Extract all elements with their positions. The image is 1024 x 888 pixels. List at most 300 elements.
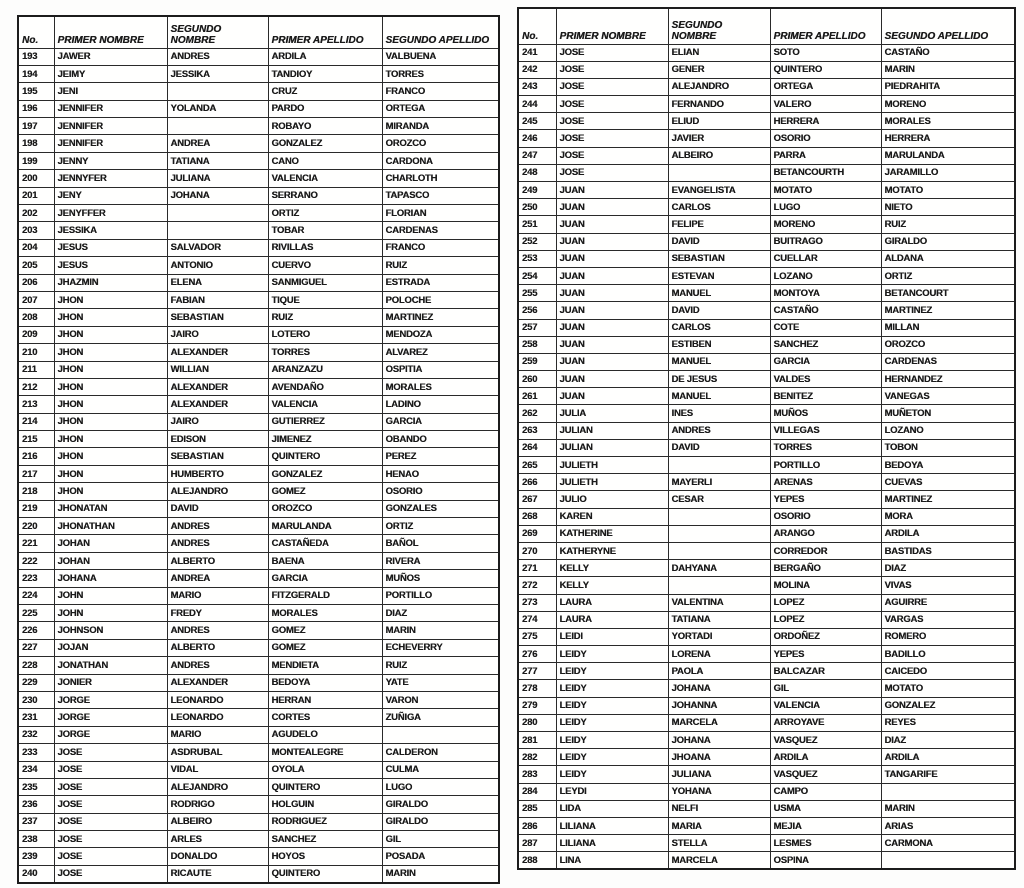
name-cell: LEIDY [556, 680, 668, 697]
name-cell: JAVIER [668, 130, 770, 147]
name-cell: ARIAS [881, 817, 1015, 834]
name-cell: LOZANO [881, 422, 1015, 439]
name-cell: JHONATAN [54, 500, 167, 517]
name-cell: JHONATHAN [54, 518, 167, 535]
row-number-cell: 257 [518, 319, 556, 336]
name-cell: JESSIKA [167, 65, 268, 82]
column-header: PRIMER NOMBRE [556, 8, 668, 44]
name-cell: FLORIAN [382, 205, 499, 222]
name-cell: JESUS [54, 239, 167, 256]
table-body [18, 48, 499, 883]
name-cell: ELENA [167, 274, 268, 291]
table-row [18, 326, 499, 343]
name-cell: GIL [382, 831, 499, 848]
row-number-cell: 210 [18, 344, 54, 361]
name-cell: MENDIETA [268, 657, 382, 674]
name-cell: ARENAS [770, 474, 881, 491]
table-row [518, 96, 1015, 113]
name-cell: JULIANA [668, 766, 770, 783]
name-cell: SERRANO [268, 187, 382, 204]
table-row [18, 674, 499, 691]
name-cell: JHON [54, 396, 167, 413]
name-cell: OSORIO [382, 483, 499, 500]
name-cell: JULIANA [167, 170, 268, 187]
name-cell: JUAN [556, 319, 668, 336]
name-cell: REYES [881, 714, 1015, 731]
table-row [18, 709, 499, 726]
name-cell: MARIO [167, 587, 268, 604]
name-cell: JULIETH [556, 457, 668, 474]
name-cell: SANMIGUEL [268, 274, 382, 291]
name-cell: MORALES [881, 113, 1015, 130]
table-row [518, 267, 1015, 284]
row-number-cell: 277 [518, 663, 556, 680]
row-number-cell: 242 [518, 61, 556, 78]
name-cell: WILLIAN [167, 361, 268, 378]
row-number-cell: 231 [18, 709, 54, 726]
name-cell: DAVID [167, 500, 268, 517]
name-cell: OROZCO [268, 500, 382, 517]
name-cell: JOHANA [668, 732, 770, 749]
row-number-cell: 269 [518, 525, 556, 542]
name-cell: DIAZ [881, 560, 1015, 577]
table-row [518, 611, 1015, 628]
table-row [518, 250, 1015, 267]
name-cell: ALEJANDRO [668, 78, 770, 95]
column-header: PRIMER NOMBRE [54, 16, 167, 48]
name-cell: JHOANA [668, 749, 770, 766]
name-cell: ANDRES [167, 518, 268, 535]
name-cell [668, 164, 770, 181]
name-cell: SANCHEZ [770, 336, 881, 353]
name-cell: JENNIFER [54, 118, 167, 135]
table-row [518, 525, 1015, 542]
row-number-cell: 234 [18, 761, 54, 778]
name-cell: TORRES [770, 439, 881, 456]
row-number-cell: 230 [18, 691, 54, 708]
table-row [518, 680, 1015, 697]
name-cell: LIDA [556, 800, 668, 817]
name-cell: JUAN [556, 199, 668, 216]
name-cell: ALEXANDER [167, 344, 268, 361]
table-row [18, 291, 499, 308]
table-row [18, 170, 499, 187]
name-cell: MORA [881, 508, 1015, 525]
name-cell: ARDILA [881, 525, 1015, 542]
row-number-cell: 211 [18, 361, 54, 378]
name-cell: QUINTERO [268, 865, 382, 882]
name-cell: CALDERON [382, 744, 499, 761]
name-cell [668, 525, 770, 542]
name-cell [167, 83, 268, 100]
name-cell: GARCIA [770, 353, 881, 370]
name-cell: LEIDY [556, 766, 668, 783]
table-row [18, 413, 499, 430]
name-cell: JOSE [556, 147, 668, 164]
name-cell: SALVADOR [167, 239, 268, 256]
table-row [518, 285, 1015, 302]
name-cell: CUEVAS [881, 474, 1015, 491]
name-cell: MARULANDA [268, 518, 382, 535]
name-cell: LEONARDO [167, 709, 268, 726]
table-row [518, 749, 1015, 766]
table-body [518, 44, 1015, 869]
name-cell: QUINTERO [268, 448, 382, 465]
row-number-cell: 207 [18, 291, 54, 308]
table-header [518, 8, 1015, 44]
row-number-cell: 221 [18, 535, 54, 552]
name-cell: MORALES [268, 605, 382, 622]
row-number-cell: 225 [18, 605, 54, 622]
row-number-cell: 267 [518, 491, 556, 508]
table-row [18, 274, 499, 291]
row-number-cell: 279 [518, 697, 556, 714]
name-cell: CARLOS [668, 199, 770, 216]
row-number-cell: 209 [18, 326, 54, 343]
row-number-cell: 272 [518, 577, 556, 594]
row-number-cell: 214 [18, 413, 54, 430]
name-cell: ALDANA [881, 250, 1015, 267]
name-cell: ANDRES [167, 535, 268, 552]
table-row [18, 257, 499, 274]
table-row [18, 205, 499, 222]
row-number-cell: 241 [518, 44, 556, 61]
name-cell: JHON [54, 344, 167, 361]
table-header [18, 16, 499, 48]
name-cell: JUAN [556, 250, 668, 267]
name-cell: TOBAR [268, 222, 382, 239]
name-cell: DIAZ [881, 732, 1015, 749]
name-cell: JUAN [556, 336, 668, 353]
name-cell: ALVAREZ [382, 344, 499, 361]
row-number-cell: 201 [18, 187, 54, 204]
table-row [18, 552, 499, 569]
name-cell: FABIAN [167, 291, 268, 308]
name-cell: JENNYFER [54, 170, 167, 187]
name-cell: JHON [54, 361, 167, 378]
name-cell: MORALES [382, 378, 499, 395]
column-header: SEGUNDO APELLIDO [382, 16, 499, 48]
row-number-cell: 200 [18, 170, 54, 187]
roster-table-left [17, 15, 500, 884]
name-cell: JOHANNA [668, 697, 770, 714]
name-cell: CUERVO [268, 257, 382, 274]
name-cell: JENNIFER [54, 100, 167, 117]
name-cell: DAVID [668, 302, 770, 319]
name-cell: HERRERA [881, 130, 1015, 147]
name-cell: RUIZ [382, 257, 499, 274]
name-cell: JHON [54, 413, 167, 430]
name-cell: JOHANA [167, 187, 268, 204]
name-cell: JESSIKA [54, 222, 167, 239]
name-cell: JUAN [556, 353, 668, 370]
name-cell: PORTILLO [770, 457, 881, 474]
name-cell: JHON [54, 291, 167, 308]
name-cell: LEIDY [556, 697, 668, 714]
row-number-cell: 195 [18, 83, 54, 100]
row-number-cell: 226 [18, 622, 54, 639]
name-cell: TORRES [382, 65, 499, 82]
name-cell: JUAN [556, 267, 668, 284]
table-row [18, 657, 499, 674]
name-cell: GARCIA [268, 570, 382, 587]
row-number-cell: 261 [518, 388, 556, 405]
name-cell: CAMPO [770, 783, 881, 800]
table-row [518, 457, 1015, 474]
name-cell: AVENDAÑO [268, 378, 382, 395]
name-cell: JAIRO [167, 413, 268, 430]
name-cell: AGUIRRE [881, 594, 1015, 611]
name-cell: KATHERINE [556, 525, 668, 542]
row-number-cell: 268 [518, 508, 556, 525]
name-cell [382, 726, 499, 743]
table-row [518, 302, 1015, 319]
table-row [518, 817, 1015, 834]
name-cell: ARROYAVE [770, 714, 881, 731]
name-cell: LOTERO [268, 326, 382, 343]
name-cell [668, 542, 770, 559]
name-cell: ORTEGA [382, 100, 499, 117]
name-cell: ORTIZ [268, 205, 382, 222]
row-number-cell: 271 [518, 560, 556, 577]
name-cell: JOSE [556, 96, 668, 113]
name-cell: KATHERYNE [556, 542, 668, 559]
table-row [18, 448, 499, 465]
name-cell: BERGAÑO [770, 560, 881, 577]
name-cell: FELIPE [668, 216, 770, 233]
row-number-cell: 199 [18, 152, 54, 169]
name-cell: ARANGO [770, 525, 881, 542]
name-cell: MARCELA [668, 852, 770, 869]
table-row [18, 587, 499, 604]
name-cell: OSPINA [770, 852, 881, 869]
name-cell: SANCHEZ [268, 831, 382, 848]
name-cell: DONALDO [167, 848, 268, 865]
name-cell: STELLA [668, 835, 770, 852]
name-cell: JAWER [54, 48, 167, 65]
name-cell: TOBON [881, 439, 1015, 456]
name-cell: JULIA [556, 405, 668, 422]
name-cell: LILIANA [556, 817, 668, 834]
row-number-cell: 258 [518, 336, 556, 353]
name-cell: YOLANDA [167, 100, 268, 117]
name-cell: YOHANA [668, 783, 770, 800]
name-cell: ARDILA [770, 749, 881, 766]
name-cell: CHARLOTH [382, 170, 499, 187]
name-cell: VALERO [770, 96, 881, 113]
name-cell: EDISON [167, 431, 268, 448]
table-row [518, 835, 1015, 852]
row-number-cell: 262 [518, 405, 556, 422]
table-row [18, 535, 499, 552]
name-cell: LESMES [770, 835, 881, 852]
name-cell: YORTADI [668, 628, 770, 645]
name-cell: GIRALDO [881, 233, 1015, 250]
name-cell: TANDIOY [268, 65, 382, 82]
name-cell: OSPITIA [382, 361, 499, 378]
row-number-cell: 266 [518, 474, 556, 491]
name-cell: JUAN [556, 285, 668, 302]
name-cell: CASTAÑO [881, 44, 1015, 61]
name-cell: JOHANA [668, 680, 770, 697]
table-row [518, 405, 1015, 422]
name-cell: PARDO [268, 100, 382, 117]
name-cell: FRANCO [382, 83, 499, 100]
row-number-cell: 227 [18, 639, 54, 656]
name-cell: INES [668, 405, 770, 422]
name-cell: JULIAN [556, 439, 668, 456]
table-row [518, 491, 1015, 508]
row-number-cell: 283 [518, 766, 556, 783]
column-header: SEGUNDO NOMBRE [668, 8, 770, 44]
name-cell: JHON [54, 465, 167, 482]
row-number-cell: 251 [518, 216, 556, 233]
name-cell: CUELLAR [770, 250, 881, 267]
table-row [518, 800, 1015, 817]
name-cell: MUÑOS [382, 570, 499, 587]
row-number-cell: 215 [18, 431, 54, 448]
table-row [518, 147, 1015, 164]
row-number-cell: 278 [518, 680, 556, 697]
row-number-cell: 285 [518, 800, 556, 817]
name-cell: JOHANA [54, 570, 167, 587]
name-cell: YEPES [770, 646, 881, 663]
table-row [18, 761, 499, 778]
name-cell: ALBERTO [167, 639, 268, 656]
name-cell: MOLINA [770, 577, 881, 594]
name-cell: YEPES [770, 491, 881, 508]
name-cell: ZUÑIGA [382, 709, 499, 726]
table-row [518, 44, 1015, 61]
name-cell: RIVERA [382, 552, 499, 569]
name-cell: SEBASTIAN [668, 250, 770, 267]
column-header: No. [518, 8, 556, 44]
row-number-cell: 244 [518, 96, 556, 113]
table-row [518, 542, 1015, 559]
row-number-cell: 193 [18, 48, 54, 65]
row-number-cell: 265 [518, 457, 556, 474]
table-row [518, 646, 1015, 663]
name-cell: BEDOYA [881, 457, 1015, 474]
name-cell: ORDOÑEZ [770, 628, 881, 645]
name-cell: LAURA [556, 594, 668, 611]
name-cell: JOHNSON [54, 622, 167, 639]
name-cell: LEIDY [556, 749, 668, 766]
table-row [518, 319, 1015, 336]
row-number-cell: 288 [518, 852, 556, 869]
row-number-cell: 219 [18, 500, 54, 517]
table-row [518, 233, 1015, 250]
name-cell: JARAMILLO [881, 164, 1015, 181]
name-cell: VARON [382, 691, 499, 708]
name-cell: BUITRAGO [770, 233, 881, 250]
name-cell: ANDRES [167, 622, 268, 639]
name-cell: ROMERO [881, 628, 1015, 645]
row-number-cell: 198 [18, 135, 54, 152]
name-cell: JOSE [556, 78, 668, 95]
row-number-cell: 249 [518, 182, 556, 199]
name-cell: USMA [770, 800, 881, 817]
row-number-cell: 194 [18, 65, 54, 82]
name-cell: ORTIZ [382, 518, 499, 535]
name-cell: MUÑOS [770, 405, 881, 422]
row-number-cell: 204 [18, 239, 54, 256]
name-cell: JUAN [556, 216, 668, 233]
name-cell: KAREN [556, 508, 668, 525]
table-row [518, 422, 1015, 439]
name-cell: PIEDRAHITA [881, 78, 1015, 95]
name-cell: MARTINEZ [881, 302, 1015, 319]
table-row [18, 361, 499, 378]
name-cell: JOSE [556, 130, 668, 147]
name-cell: TAPASCO [382, 187, 499, 204]
name-cell: FERNANDO [668, 96, 770, 113]
header-row [518, 8, 1015, 44]
name-cell: ANDREA [167, 570, 268, 587]
row-number-cell: 222 [18, 552, 54, 569]
name-cell: ANDRES [668, 422, 770, 439]
name-cell: JAIRO [167, 326, 268, 343]
table-row [518, 216, 1015, 233]
row-number-cell: 253 [518, 250, 556, 267]
name-cell: ASDRUBAL [167, 744, 268, 761]
name-cell: JOSE [54, 796, 167, 813]
name-cell: JHON [54, 431, 167, 448]
column-header: No. [18, 16, 54, 48]
name-cell: JOSE [556, 113, 668, 130]
row-number-cell: 196 [18, 100, 54, 117]
name-cell: ANTONIO [167, 257, 268, 274]
table-row [18, 309, 499, 326]
name-cell: JULIAN [556, 422, 668, 439]
name-cell: OBANDO [382, 431, 499, 448]
name-cell: MONTOYA [770, 285, 881, 302]
name-cell: LILIANA [556, 835, 668, 852]
name-cell: YATE [382, 674, 499, 691]
name-cell: VALDES [770, 371, 881, 388]
name-cell: SOTO [770, 44, 881, 61]
name-cell: HERNANDEZ [881, 371, 1015, 388]
table-row [518, 714, 1015, 731]
name-cell: JORGE [54, 691, 167, 708]
name-cell: VALENCIA [268, 396, 382, 413]
name-cell: ARDILA [881, 749, 1015, 766]
name-cell: AGUDELO [268, 726, 382, 743]
name-cell: MANUEL [668, 388, 770, 405]
name-cell: JOHN [54, 587, 167, 604]
row-number-cell: 264 [518, 439, 556, 456]
name-cell [668, 457, 770, 474]
name-cell: BETANCOURTH [770, 164, 881, 181]
name-cell: GARCIA [382, 413, 499, 430]
name-cell: GUTIERREZ [268, 413, 382, 430]
name-cell: MENDOZA [382, 326, 499, 343]
name-cell: ALEXANDER [167, 378, 268, 395]
table-row [18, 222, 499, 239]
name-cell: JIMENEZ [268, 431, 382, 448]
row-number-cell: 228 [18, 657, 54, 674]
row-number-cell: 213 [18, 396, 54, 413]
row-number-cell: 202 [18, 205, 54, 222]
name-cell: JOSE [556, 44, 668, 61]
name-cell: LEIDY [556, 646, 668, 663]
name-cell: TATIANA [668, 611, 770, 628]
row-number-cell: 255 [518, 285, 556, 302]
name-cell: POLOCHE [382, 291, 499, 308]
name-cell: MIRANDA [382, 118, 499, 135]
row-number-cell: 270 [518, 542, 556, 559]
name-cell: LOZANO [770, 267, 881, 284]
